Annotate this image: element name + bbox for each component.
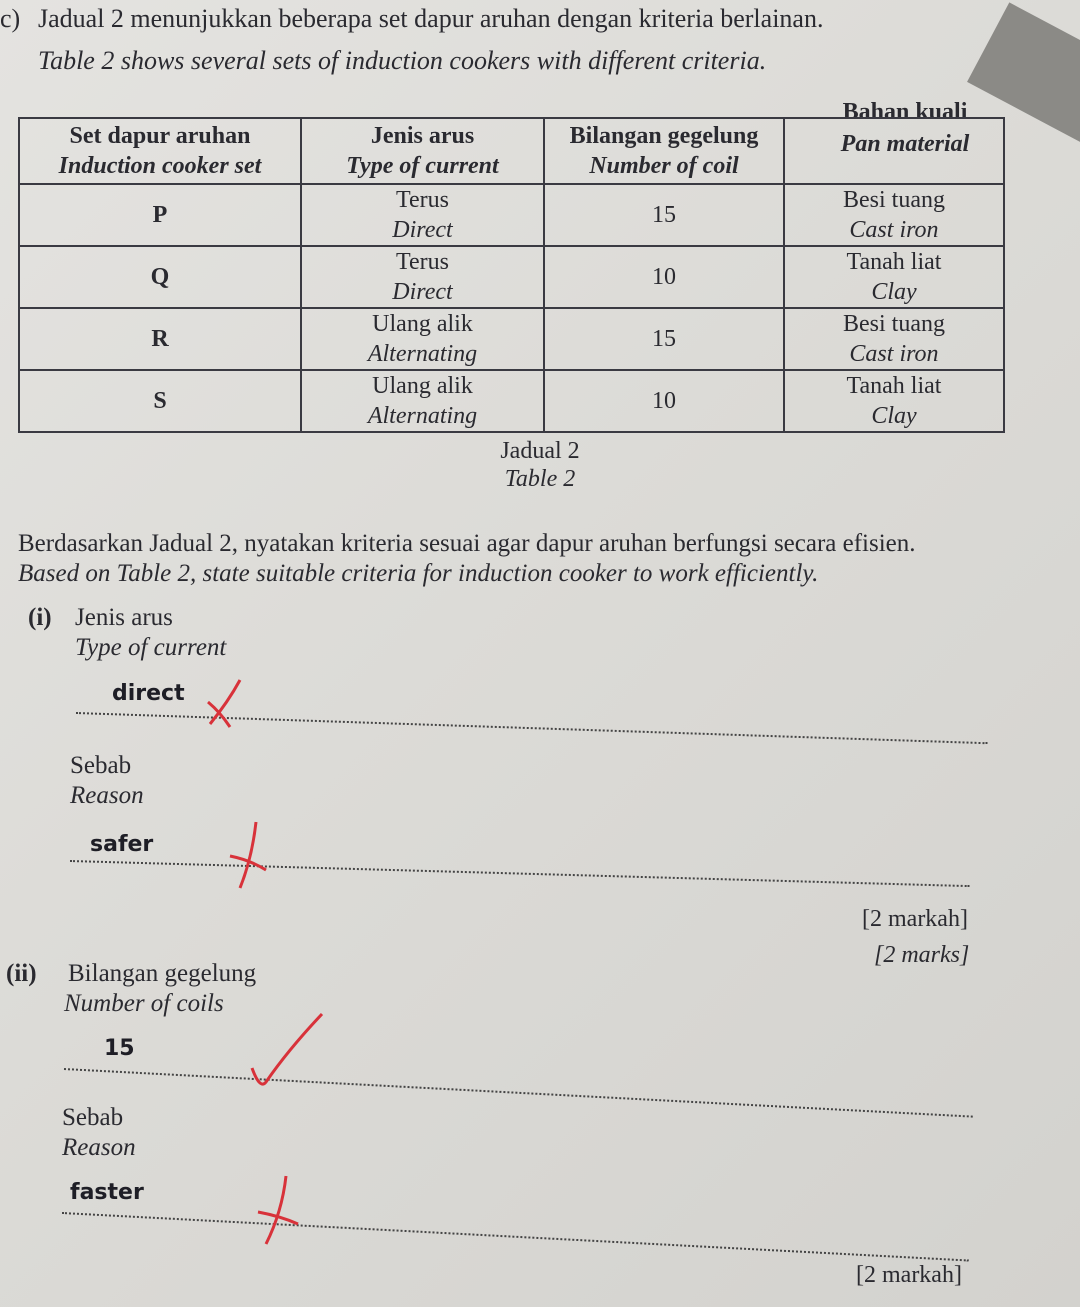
part-ii-reason-en: Reason	[62, 1134, 136, 1161]
question-intro-ms: Jadual 2 menunjukkan beberapa set dapur aruhan dengan kriteria berlainan.	[38, 4, 824, 33]
cell-pan-en: Clay	[871, 403, 917, 429]
cell-current-en: Alternating	[367, 341, 478, 367]
cell-current	[301, 184, 544, 246]
table-caption-en: Table 2	[504, 466, 576, 492]
cell-pan-en: Clay	[871, 279, 917, 305]
cell-pan	[784, 184, 1004, 246]
header-current	[301, 118, 544, 184]
part-i-marks-en: [2 marks]	[874, 942, 970, 968]
induction-cooker-table	[18, 117, 1005, 433]
question-intro-en: Table 2 shows several sets of induction cookers with different criteria.	[38, 46, 767, 75]
header-set-en: Induction cooker set	[58, 153, 262, 179]
cell-current-ms: Ulang alik	[372, 311, 473, 337]
tick-mark-icon	[248, 1010, 328, 1092]
part-i-reason-answer: safer	[90, 832, 154, 857]
cell-pan-en: Cast iron	[849, 341, 939, 367]
cross-mark-icon	[200, 672, 250, 732]
part-i-reason-en: Reason	[70, 782, 144, 809]
cell-coils: 10	[544, 370, 784, 432]
header-pan-cell	[784, 118, 1004, 184]
part-ii-label-en: Number of coils	[64, 990, 224, 1017]
instruction-en: Based on Table 2, state suitable criteria for induction cooker to work efficiently.	[18, 560, 819, 587]
part-ii-reason-answer: faster	[70, 1180, 144, 1205]
header-current-ms: Jenis arus	[370, 123, 475, 149]
cell-set: S	[19, 370, 301, 432]
answer-line	[70, 860, 970, 887]
answer-line	[64, 1068, 973, 1118]
cell-current-en: Direct	[392, 217, 453, 243]
cross-mark-icon	[222, 818, 272, 896]
header-pan-en: Pan material	[840, 131, 970, 157]
part-i-label-en: Type of current	[75, 634, 227, 661]
part-i-marks-ms: [2 markah]	[862, 906, 968, 932]
part-ii-number: (ii)	[6, 960, 37, 987]
cell-pan	[784, 370, 1004, 432]
part-ii-label-ms: Bilangan gegelung	[68, 960, 257, 987]
cell-set: R	[19, 308, 301, 370]
cell-current-en: Alternating	[367, 403, 478, 429]
cross-mark-icon	[252, 1172, 307, 1252]
header-coil	[544, 118, 784, 184]
cell-pan-en: Cast iron	[849, 217, 939, 243]
part-i-answer: direct	[112, 681, 185, 706]
part-ii-answer: 15	[104, 1036, 135, 1061]
table-row	[19, 370, 1004, 432]
cell-set: P	[19, 184, 301, 246]
header-current-en: Type of current	[346, 153, 499, 179]
table-caption-ms: Jadual 2	[500, 438, 580, 464]
table-row	[19, 308, 1004, 370]
header-pan-ms: Bahan kuali	[842, 99, 968, 125]
cell-current-ms: Terus	[396, 187, 449, 213]
cell-pan-ms: Tanah liat	[846, 249, 942, 275]
part-ii-marks-ms: [2 markah]	[856, 1262, 962, 1288]
cell-current	[301, 308, 544, 370]
question-letter: c)	[0, 4, 21, 33]
part-ii-reason-ms: Sebab	[62, 1104, 124, 1131]
answer-line	[62, 1212, 969, 1262]
cell-current	[301, 370, 544, 432]
cell-pan	[784, 308, 1004, 370]
cell-current-ms: Ulang alik	[372, 373, 473, 399]
cell-current-ms: Terus	[396, 249, 449, 275]
part-i-number: (i)	[28, 604, 52, 631]
header-coil-ms: Bilangan gegelung	[569, 123, 759, 149]
cell-coils: 15	[544, 308, 784, 370]
cell-coils: 10	[544, 246, 784, 308]
header-set	[19, 118, 301, 184]
table-row	[19, 246, 1004, 308]
cell-coils: 15	[544, 184, 784, 246]
cell-set: Q	[19, 246, 301, 308]
header-coil-en: Number of coil	[589, 153, 739, 179]
cell-pan-ms: Besi tuang	[843, 187, 945, 213]
header-set-ms: Set dapur aruhan	[69, 123, 251, 149]
instruction-ms: Berdasarkan Jadual 2, nyatakan kriteria sesuai agar dapur aruhan berfungsi secara efisien.	[18, 530, 916, 557]
cell-current-en: Direct	[392, 279, 453, 305]
cell-pan	[784, 246, 1004, 308]
table-row	[19, 184, 1004, 246]
table-header-row	[19, 118, 1004, 184]
part-i-reason-ms: Sebab	[70, 752, 132, 779]
part-i-label-ms: Jenis arus	[75, 604, 173, 631]
cell-pan-ms: Tanah liat	[846, 373, 942, 399]
cell-pan-ms: Besi tuang	[843, 311, 945, 337]
cell-current	[301, 246, 544, 308]
